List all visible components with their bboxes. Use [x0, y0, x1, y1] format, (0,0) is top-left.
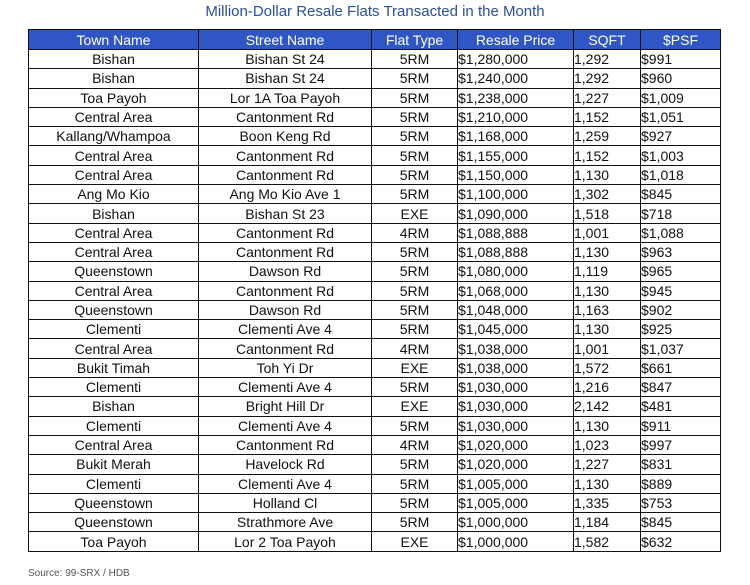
- table-row: [29, 262, 721, 281]
- table-row: [29, 107, 721, 126]
- psf-cell: $661: [641, 358, 721, 377]
- sqft-cell: 1,259: [574, 127, 641, 146]
- town-name-cell: Toa Payoh: [29, 88, 199, 107]
- flat-type-cell: 5RM: [372, 493, 458, 512]
- sqft-cell: 1,130: [574, 416, 641, 435]
- sqft-cell: 1,152: [574, 107, 641, 126]
- street-name-cell: Cantonment Rd: [199, 242, 372, 261]
- table-row: [29, 493, 721, 512]
- town-name-cell: Clementi: [29, 378, 199, 397]
- resale-price-cell: $1,100,000: [458, 185, 574, 204]
- sqft-cell: 2,142: [574, 397, 641, 416]
- sqft-cell: 1,023: [574, 435, 641, 454]
- town-name-cell: Queenstown: [29, 262, 199, 281]
- psf-cell: $1,018: [641, 165, 721, 184]
- town-name-cell: Queenstown: [29, 513, 199, 532]
- flat-type-cell: EXE: [372, 358, 458, 377]
- column-header-resale-price: Resale Price: [458, 30, 574, 50]
- flat-type-cell: 5RM: [372, 474, 458, 493]
- resale-price-cell: $1,045,000: [458, 320, 574, 339]
- psf-cell: $991: [641, 50, 721, 69]
- resale-price-cell: $1,020,000: [458, 455, 574, 474]
- flat-type-cell: 5RM: [372, 185, 458, 204]
- psf-cell: $889: [641, 474, 721, 493]
- column-header-flat-type: Flat Type: [372, 30, 458, 50]
- sqft-cell: 1,001: [574, 339, 641, 358]
- psf-cell: $1,051: [641, 107, 721, 126]
- sqft-cell: 1,572: [574, 358, 641, 377]
- resale-price-cell: $1,005,000: [458, 493, 574, 512]
- table-body: [29, 50, 721, 552]
- psf-cell: $1,003: [641, 146, 721, 165]
- street-name-cell: Lor 1A Toa Payoh: [199, 88, 372, 107]
- town-name-cell: Central Area: [29, 165, 199, 184]
- town-name-cell: Central Area: [29, 435, 199, 454]
- street-name-cell: Bishan St 24: [199, 69, 372, 88]
- psf-cell: $845: [641, 185, 721, 204]
- street-name-cell: Cantonment Rd: [199, 165, 372, 184]
- flat-type-cell: 5RM: [372, 69, 458, 88]
- town-name-cell: Bishan: [29, 69, 199, 88]
- psf-cell: $911: [641, 416, 721, 435]
- psf-cell: $945: [641, 281, 721, 300]
- flat-type-cell: 5RM: [372, 320, 458, 339]
- flat-type-cell: 5RM: [372, 242, 458, 261]
- psf-cell: $632: [641, 532, 721, 551]
- sqft-cell: 1,292: [574, 69, 641, 88]
- resale-flats-table: [28, 29, 721, 552]
- street-name-cell: Toh Yi Dr: [199, 358, 372, 377]
- table-row: [29, 397, 721, 416]
- resale-price-cell: $1,030,000: [458, 378, 574, 397]
- flat-type-cell: 5RM: [372, 281, 458, 300]
- column-header-street-name: Street Name: [199, 30, 372, 50]
- flat-type-cell: 4RM: [372, 435, 458, 454]
- table-row: [29, 320, 721, 339]
- column-header-sqft: SQFT: [574, 30, 641, 50]
- sqft-cell: 1,302: [574, 185, 641, 204]
- column-header-psf: $PSF: [641, 30, 721, 50]
- flat-type-cell: EXE: [372, 397, 458, 416]
- resale-price-cell: $1,030,000: [458, 397, 574, 416]
- town-name-cell: Bukit Timah: [29, 358, 199, 377]
- sqft-cell: 1,335: [574, 493, 641, 512]
- resale-price-cell: $1,168,000: [458, 127, 574, 146]
- psf-cell: $963: [641, 242, 721, 261]
- resale-price-cell: $1,150,000: [458, 165, 574, 184]
- resale-price-cell: $1,038,000: [458, 339, 574, 358]
- town-name-cell: Queenstown: [29, 300, 199, 319]
- flat-type-cell: 4RM: [372, 223, 458, 242]
- psf-cell: $831: [641, 455, 721, 474]
- flat-type-cell: 5RM: [372, 107, 458, 126]
- sqft-cell: 1,216: [574, 378, 641, 397]
- table-row: [29, 455, 721, 474]
- sqft-cell: 1,163: [574, 300, 641, 319]
- resale-price-cell: $1,210,000: [458, 107, 574, 126]
- sqft-cell: 1,582: [574, 532, 641, 551]
- flat-type-cell: 5RM: [372, 146, 458, 165]
- psf-cell: $1,037: [641, 339, 721, 358]
- psf-cell: $925: [641, 320, 721, 339]
- psf-cell: $902: [641, 300, 721, 319]
- psf-cell: $847: [641, 378, 721, 397]
- street-name-cell: Dawson Rd: [199, 300, 372, 319]
- table-row: [29, 358, 721, 377]
- street-name-cell: Dawson Rd: [199, 262, 372, 281]
- table-row: [29, 88, 721, 107]
- resale-price-cell: $1,068,000: [458, 281, 574, 300]
- street-name-cell: Clementi Ave 4: [199, 378, 372, 397]
- resale-price-cell: $1,030,000: [458, 416, 574, 435]
- sqft-cell: 1,119: [574, 262, 641, 281]
- town-name-cell: Central Area: [29, 146, 199, 165]
- town-name-cell: Central Area: [29, 223, 199, 242]
- town-name-cell: Bishan: [29, 397, 199, 416]
- psf-cell: $997: [641, 435, 721, 454]
- street-name-cell: Boon Keng Rd: [199, 127, 372, 146]
- street-name-cell: Holland Cl: [199, 493, 372, 512]
- street-name-cell: Cantonment Rd: [199, 146, 372, 165]
- table-row: [29, 300, 721, 319]
- sqft-cell: 1,227: [574, 88, 641, 107]
- town-name-cell: Kallang/Whampoa: [29, 127, 199, 146]
- table-row: [29, 513, 721, 532]
- street-name-cell: Clementi Ave 4: [199, 416, 372, 435]
- street-name-cell: Ang Mo Kio Ave 1: [199, 185, 372, 204]
- street-name-cell: Clementi Ave 4: [199, 474, 372, 493]
- street-name-cell: Bright Hill Dr: [199, 397, 372, 416]
- town-name-cell: Bukit Merah: [29, 455, 199, 474]
- table-row: [29, 532, 721, 551]
- resale-price-cell: $1,020,000: [458, 435, 574, 454]
- table-row: [29, 339, 721, 358]
- town-name-cell: Central Area: [29, 242, 199, 261]
- table-row: [29, 223, 721, 242]
- source-note: Source: 99-SRX / HDB: [28, 568, 130, 579]
- resale-price-cell: $1,280,000: [458, 50, 574, 69]
- table-row: [29, 242, 721, 261]
- flat-type-cell: 5RM: [372, 455, 458, 474]
- sqft-cell: 1,227: [574, 455, 641, 474]
- psf-cell: $927: [641, 127, 721, 146]
- town-name-cell: Clementi: [29, 474, 199, 493]
- table-row: [29, 378, 721, 397]
- sqft-cell: 1,130: [574, 281, 641, 300]
- psf-cell: $960: [641, 69, 721, 88]
- table-row: [29, 146, 721, 165]
- sqft-cell: 1,130: [574, 474, 641, 493]
- town-name-cell: Bishan: [29, 204, 199, 223]
- town-name-cell: Central Area: [29, 107, 199, 126]
- sqft-cell: 1,152: [574, 146, 641, 165]
- resale-price-cell: $1,048,000: [458, 300, 574, 319]
- flat-type-cell: EXE: [372, 532, 458, 551]
- town-name-cell: Central Area: [29, 281, 199, 300]
- psf-cell: $481: [641, 397, 721, 416]
- town-name-cell: Clementi: [29, 320, 199, 339]
- resale-price-cell: $1,000,000: [458, 532, 574, 551]
- resale-price-cell: $1,240,000: [458, 69, 574, 88]
- psf-cell: $965: [641, 262, 721, 281]
- psf-cell: $1,088: [641, 223, 721, 242]
- flat-type-cell: EXE: [372, 204, 458, 223]
- table-row: [29, 435, 721, 454]
- table-row: [29, 281, 721, 300]
- flat-type-cell: 5RM: [372, 165, 458, 184]
- table-row: [29, 165, 721, 184]
- psf-cell: $718: [641, 204, 721, 223]
- street-name-cell: Cantonment Rd: [199, 435, 372, 454]
- table-header-row: [29, 30, 721, 50]
- psf-cell: $753: [641, 493, 721, 512]
- table-row: [29, 185, 721, 204]
- street-name-cell: Cantonment Rd: [199, 107, 372, 126]
- town-name-cell: Queenstown: [29, 493, 199, 512]
- table-row: [29, 69, 721, 88]
- street-name-cell: Havelock Rd: [199, 455, 372, 474]
- flat-type-cell: 5RM: [372, 88, 458, 107]
- table-row: [29, 204, 721, 223]
- table-row: [29, 474, 721, 493]
- sqft-cell: 1,130: [574, 242, 641, 261]
- resale-price-cell: $1,000,000: [458, 513, 574, 532]
- table-row: [29, 416, 721, 435]
- resale-price-cell: $1,155,000: [458, 146, 574, 165]
- resale-price-cell: $1,080,000: [458, 262, 574, 281]
- town-name-cell: Clementi: [29, 416, 199, 435]
- sqft-cell: 1,184: [574, 513, 641, 532]
- table-row: [29, 50, 721, 69]
- table-row: [29, 127, 721, 146]
- street-name-cell: Clementi Ave 4: [199, 320, 372, 339]
- flat-type-cell: 5RM: [372, 262, 458, 281]
- sqft-cell: 1,130: [574, 320, 641, 339]
- resale-price-cell: $1,038,000: [458, 358, 574, 377]
- street-name-cell: Lor 2 Toa Payoh: [199, 532, 372, 551]
- flat-type-cell: 5RM: [372, 127, 458, 146]
- street-name-cell: Strathmore Ave: [199, 513, 372, 532]
- flat-type-cell: 4RM: [372, 339, 458, 358]
- flat-type-cell: 5RM: [372, 300, 458, 319]
- column-header-town-name: Town Name: [29, 30, 199, 50]
- psf-cell: $1,009: [641, 88, 721, 107]
- resale-price-cell: $1,238,000: [458, 88, 574, 107]
- flat-type-cell: 5RM: [372, 378, 458, 397]
- resale-price-cell: $1,088,888: [458, 223, 574, 242]
- flat-type-cell: 5RM: [372, 513, 458, 532]
- resale-price-cell: $1,088,888: [458, 242, 574, 261]
- resale-price-cell: $1,090,000: [458, 204, 574, 223]
- flat-type-cell: 5RM: [372, 416, 458, 435]
- flat-type-cell: 5RM: [372, 50, 458, 69]
- town-name-cell: Ang Mo Kio: [29, 185, 199, 204]
- town-name-cell: Toa Payoh: [29, 532, 199, 551]
- street-name-cell: Bishan St 23: [199, 204, 372, 223]
- sqft-cell: 1,001: [574, 223, 641, 242]
- town-name-cell: Central Area: [29, 339, 199, 358]
- sqft-cell: 1,292: [574, 50, 641, 69]
- town-name-cell: Bishan: [29, 50, 199, 69]
- street-name-cell: Cantonment Rd: [199, 339, 372, 358]
- street-name-cell: Cantonment Rd: [199, 223, 372, 242]
- street-name-cell: Bishan St 24: [199, 50, 372, 69]
- page-title: Million-Dollar Resale Flats Transacted in the Month: [205, 3, 545, 20]
- resale-price-cell: $1,005,000: [458, 474, 574, 493]
- sqft-cell: 1,518: [574, 204, 641, 223]
- street-name-cell: Cantonment Rd: [199, 281, 372, 300]
- sqft-cell: 1,130: [574, 165, 641, 184]
- psf-cell: $845: [641, 513, 721, 532]
